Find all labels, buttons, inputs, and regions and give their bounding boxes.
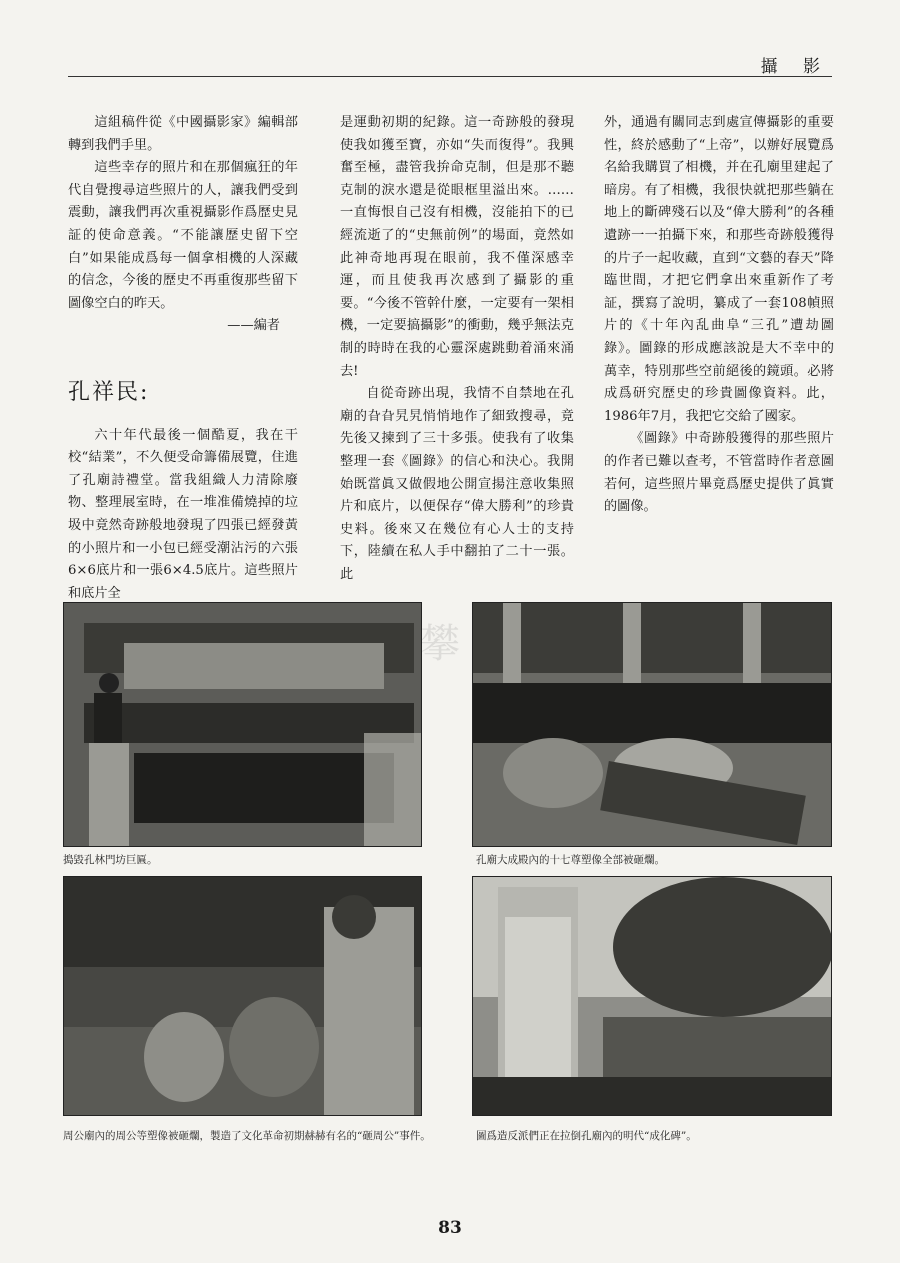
photo-chenghua-stele <box>472 876 832 1116</box>
editor-note-1: 這組稿件從《中國攝影家》編輯部轉到我們手里。 <box>68 115 298 153</box>
caption-2: 孔廟大成殿內的十七尊塑像全部被砸爛。 <box>476 854 665 866</box>
article-paragraph-4: 外，通過有關同志到處宣傳攝影的重要性，終於感動了“上帝”，以辦好展覽爲名給我購買了相機，并在孔廟里建起了暗房。有了相機，我很快就把那些躺在地上的斷碑殘石以及“偉大勝利”的各種遺跡一一拍攝下來，和那些奇跡般獲得的片子一起收藏，直到“文藝的春天”降臨世間，才把它們拿出來重新作了考証，撰寫了說明，纂成了一套108幀照片的《十年內乱曲阜“三孔”遭劫圖錄》。圖錄的形成應該說是大不幸中的萬幸，特別那些空前絕後的鏡頭。必將成爲研究歷史的珍貴圖像資料。此，1986年7月，我把它交給了國家。 <box>604 115 834 424</box>
section-title: 攝 影 <box>760 57 830 77</box>
article-paragraph-1: 六十年代最後一個酷夏，我在干校“結業”，不久便受命籌備展覽，住進了孔廟詩禮堂。當我組織人力清除廢物、整理展室時，在一堆准備燒掉的垃圾中竟然奇跡般地發現了四張已經發黃的小照片和一小包已經受潮沾污的六張6×6底片和一張6×4.5底片。這些照片和底片全 <box>68 427 298 601</box>
caption-3: 周公廟內的周公等塑像被砸爛，製造了文化革命初期赫赫有名的“砸周公”事件。 <box>63 1130 431 1142</box>
article-paragraph-3: 自從奇跡出現，我情不自禁地在孔廟的旮旮旯旯悄悄地作了細致搜尋，竟先後又揀到了三十多張。使我有了收集整理一套《圖錄》的信心和決心。我開始既當眞又做假地公開宣揚注意收集照片和底片，以便保存“偉大勝利”的珍貴史料。後來又在幾位有心人士的支持下，陸續在私人手中翻拍了二十一張。此 <box>340 386 574 582</box>
column-1 <box>68 112 298 605</box>
article-paragraph-5: 《圖錄》中奇跡般獲得的那些照片的作者已難以查考，不管當時作者意圖若何，這些照片畢竟爲歷史提供了眞實的圖像。 <box>604 431 834 515</box>
photo-archway <box>63 602 422 847</box>
article-paragraph-2: 是運動初期的紀錄。這一奇跡般的發現使我如獲至寶，亦如“失而復得”。我興奮至極，盡管我拚命克制，但是那不聽克制的淚水還是從眼框里溢出來。……一直悔恨自己沒有相機，沒能拍下的已經流逝了的“史無前例”的場面，竟然如此神奇地再現在眼前，我不僅深感幸運，而且使我再次感到了攝影的重要。“今後不管幹什麼，一定要有一架相機，一定要搞攝影”的衝動，幾乎無法克制的時時在我的心靈深處跳動着涌來涌去! <box>340 115 574 379</box>
photo-temple-statues <box>472 602 832 847</box>
photo-zhougong-temple <box>63 876 422 1116</box>
watermark: 攀 <box>420 621 464 667</box>
caption-1: 搗毀孔林門坊巨匾。 <box>63 854 158 866</box>
page-number: 83 <box>438 1218 462 1238</box>
editor-note-2: 這些幸存的照片和在那個瘋狂的年代自覺搜尋這些照片的人，讓我們受到震動，讓我們再次重視攝影作爲歷史見証的使命意義。“不能讓歷史留下空白”如果能成爲每一個拿相機的人深藏的信念，今後的歷史不再重復那些留下圖像空白的昨天。 <box>68 160 298 311</box>
header-rule <box>68 76 832 77</box>
column-2 <box>340 112 574 586</box>
column-3 <box>604 112 834 519</box>
editor-signature: ——編者 <box>227 318 280 334</box>
author-heading: 孔祥民: <box>68 379 150 405</box>
caption-4: 圖爲造反派們正在拉倒孔廟內的明代“成化碑”。 <box>476 1130 697 1142</box>
